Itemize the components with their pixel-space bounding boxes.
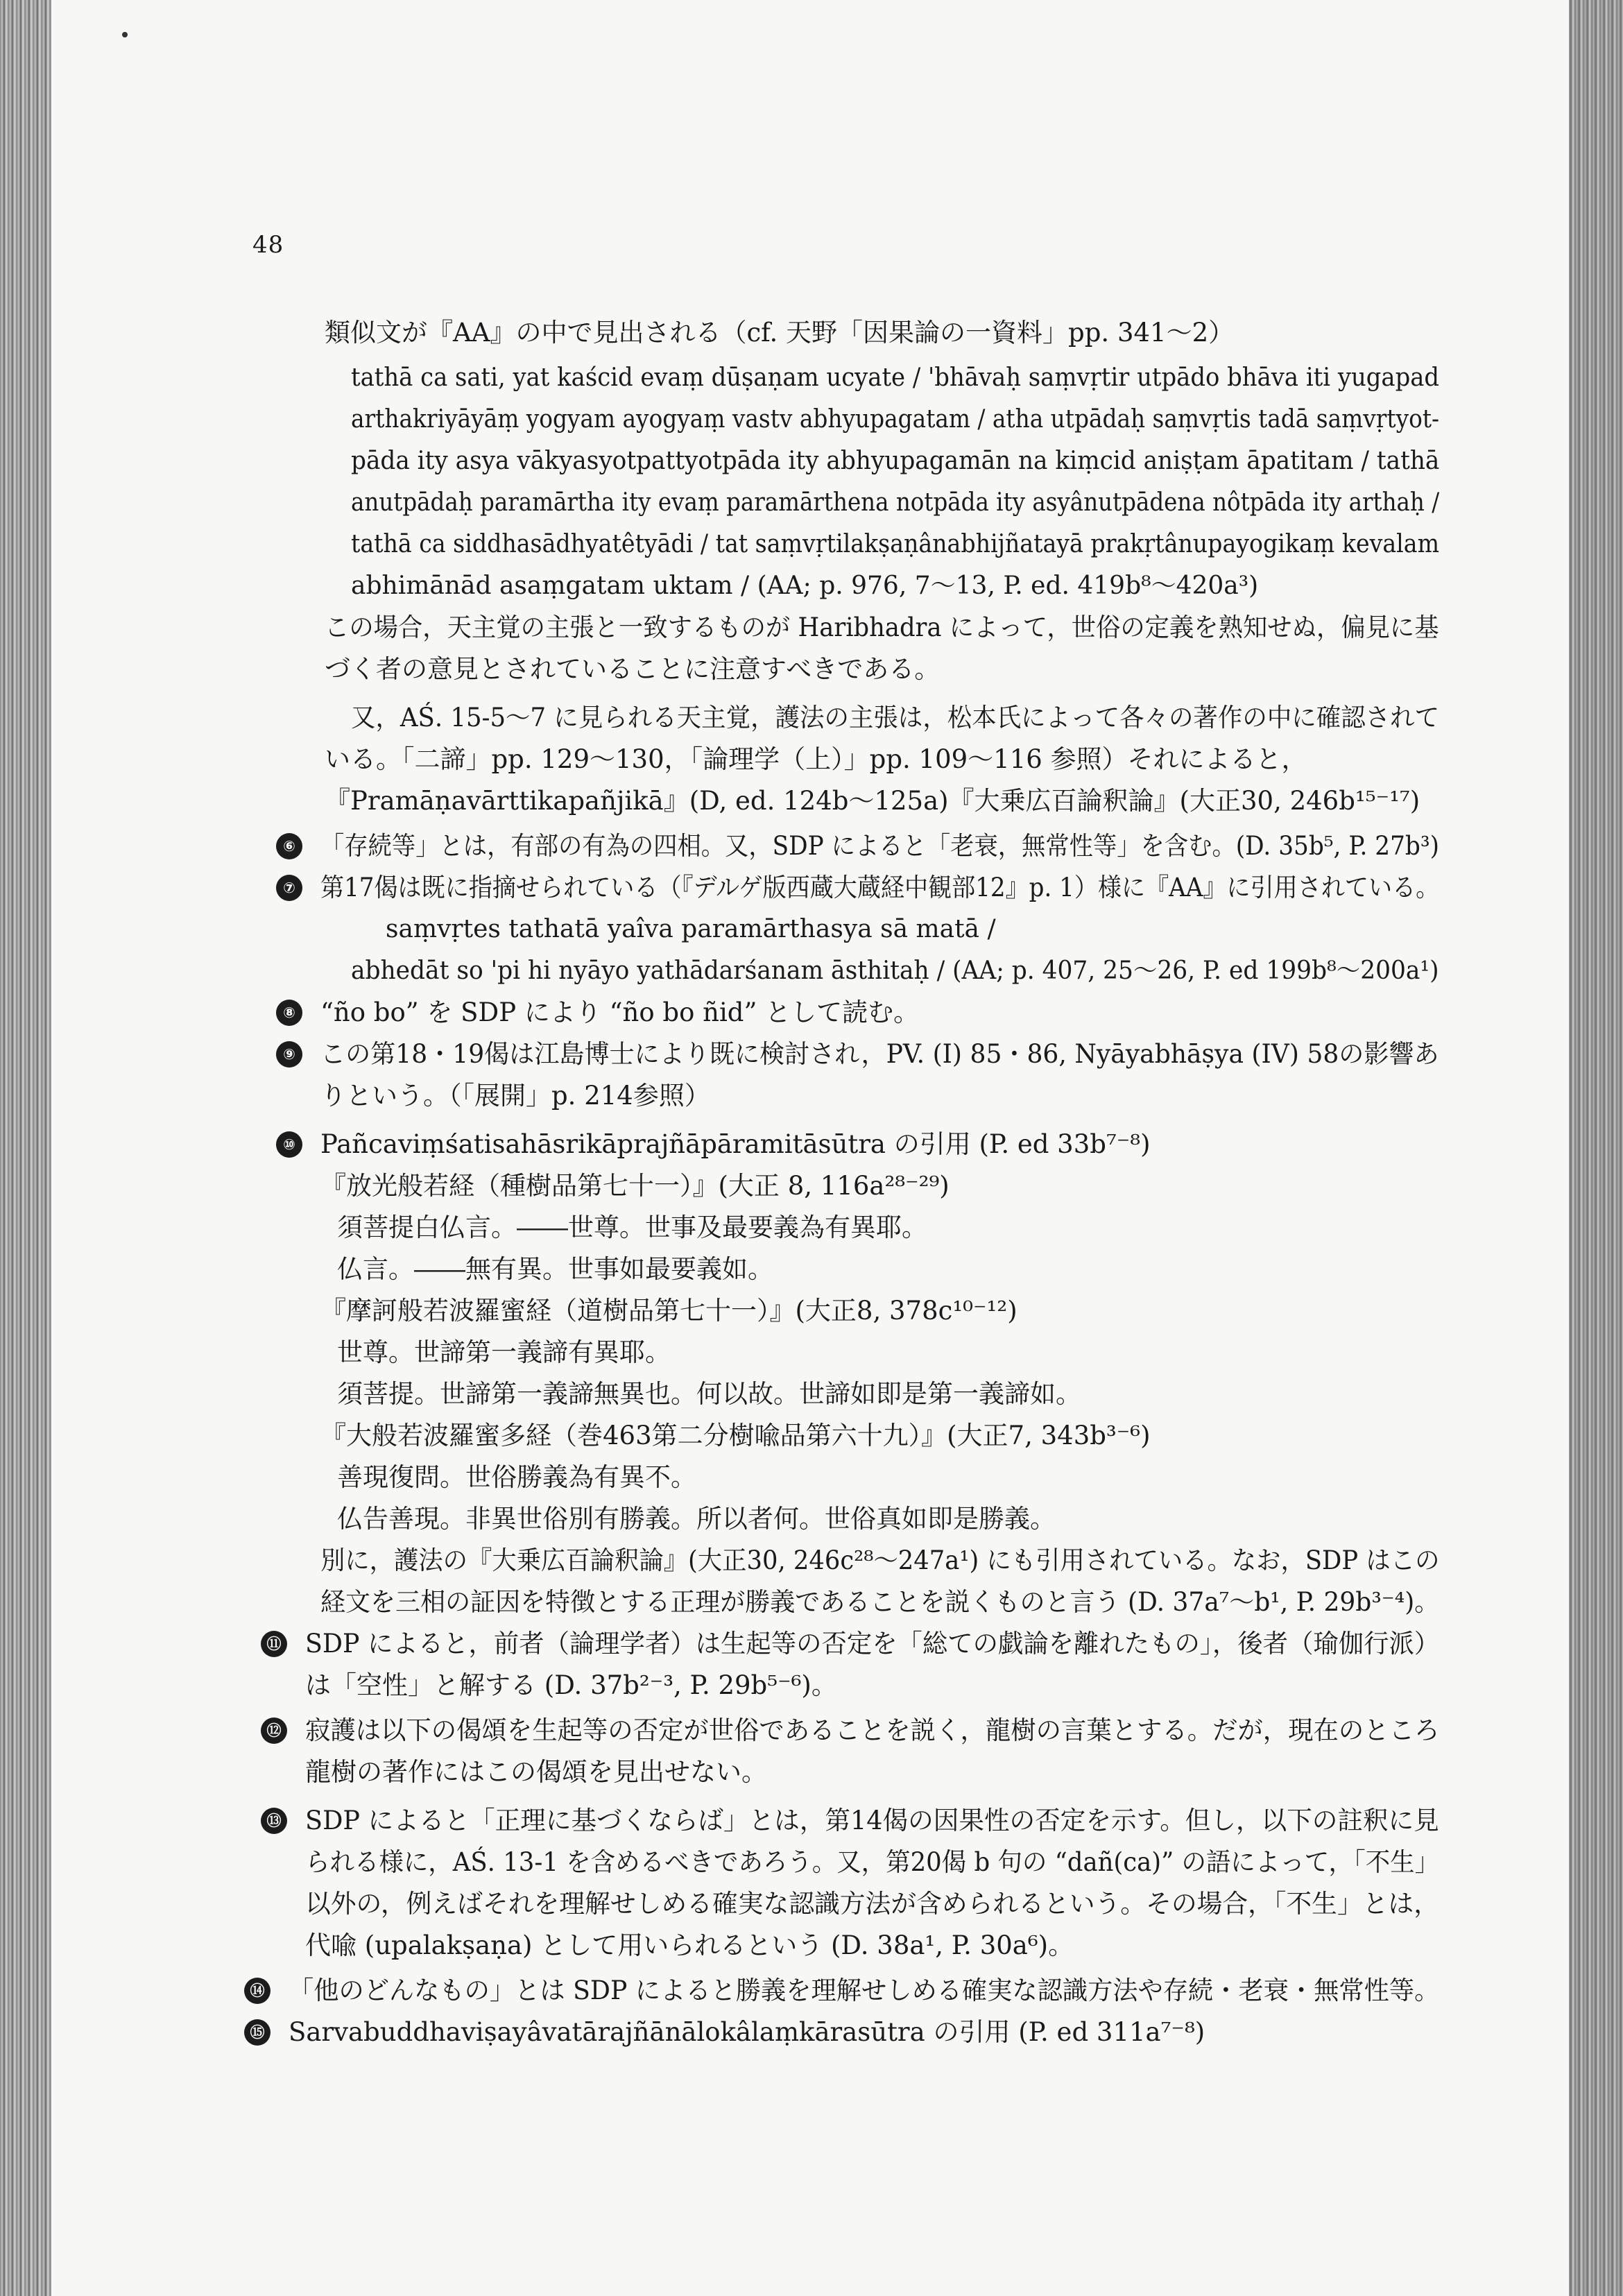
scan-edge-right <box>1569 0 1623 2296</box>
quoted-sanskrit-line: abhimānād asaṃgatam uktam / (AA; p. 976, 7〜13, P. ed. 419b⁸〜420a³) <box>351 572 1259 600</box>
text-line: この場合，天主覚の主張と一致するものが Haribhadra によって，世俗の定義を熟知せぬ，偏見に基 <box>325 612 1439 642</box>
quoted-sanskrit-line: arthakriyāyāṃ yogyam ayogyaṃ vastv abhyupagatam / atha utpādaḥ saṃvṛtis tadā saṃvṛtyot- <box>351 405 1440 434</box>
note-number-badge: ⑨ <box>276 1041 302 1068</box>
text-line: 「他のどんなもの」とは SDP によると勝義を理解せしめる確実な認識方法や存続・老衰・無常性等。 <box>289 1976 1440 2005</box>
quoted-sanskrit-line: pāda ity asya vākyasyotpattyotpāda ity abhyupagamān na kiṃcid aniṣṭam āpatitam / tathā <box>351 447 1440 475</box>
text-line: 龍樹の著作にはこの偈頌を見出せない。 <box>305 1757 767 1787</box>
quoted-sanskrit-line: anutpādaḥ paramārtha ity evaṃ paramārthena notpāda ity asyânutpādena nôtpāda ity arthaḥ / <box>351 488 1440 517</box>
note-number-badge: ⑦ <box>276 875 302 901</box>
note-number-badge: ⑥ <box>276 833 302 859</box>
text-line: 代喩 (upalakṣaṇa) として用いられるという (D. 38a¹, P. 30a⁶)。 <box>305 1930 1074 1960</box>
text-line: は「空性」と解する (D. 37b²⁻³, P. 29b⁵⁻⁶)。 <box>305 1670 837 1700</box>
text-line: 『摩訶般若波羅蜜経（道樹品第七十一）』(大正8, 378c¹⁰⁻¹²) <box>320 1296 1017 1326</box>
text-line: 『放光般若経（種樹品第七十一）』(大正 8, 116a²⁸⁻²⁹) <box>320 1171 950 1201</box>
text-line: 仏告善現。非異世俗別有勝義。所以者何。世俗真如即是勝義。 <box>337 1504 1056 1534</box>
text-line: SDP によると，前者（論理学者）は生起等の否定を「総ての戯論を離れたもの」，後者（瑜伽行派） <box>305 1629 1440 1659</box>
quoted-sanskrit-line: tathā ca siddhasādhyatêtyādi / tat saṃvṛtilakṣaṇânabhijñatayā prakṛtânupayogikaṃ kevalam <box>351 530 1440 558</box>
note-number-badge: ⑧ <box>276 1000 302 1026</box>
text-line: 須菩提白仏言。――世尊。世事及最要義為有異耶。 <box>337 1213 927 1242</box>
text-line: づく者の意見とされていることに注意すべきである。 <box>325 654 941 684</box>
text-line: 世尊。世諦第一義諦有異耶。 <box>337 1337 671 1367</box>
text-line: 別に，護法の『大乗広百論釈論』(大正30, 246c²⁸〜247a¹) にも引用されている。なお，SDP はこの <box>320 1545 1440 1575</box>
text-line: 「存続等」とは，有部の有為の四相。又，SDP によると「老衰，無常性等」を含む。(D. 35b⁵, P. 27b³) <box>320 831 1440 861</box>
text-line: いる。「二諦」pp. 129〜130，「論理学（上）」pp. 109〜116 参照）それによると， <box>325 744 1307 774</box>
scan-edge-left <box>0 0 51 2296</box>
text-line: 『大般若波羅蜜多経（巻463第二分樹喩品第六十九）』(大正7, 343b³⁻⁶) <box>320 1421 1151 1450</box>
text-line: 善現復問。世俗勝義為有異不。 <box>337 1462 696 1492</box>
text-line: 仏言。――無有異。世事如最要義如。 <box>337 1254 773 1284</box>
text-line: 須菩提。世諦第一義諦無異也。何以故。世諦如即是第一義諦如。 <box>337 1379 1081 1409</box>
text-line: 寂護は以下の偈頌を生起等の否定が世俗であることを説く，龍樹の言葉とする。だが，現在のところ <box>305 1715 1440 1745</box>
quoted-sanskrit-line: saṃvṛtes tathatā yaîva paramārthasya sā matā / <box>386 915 996 943</box>
text-line: 経文を三相の証因を特徴とする正理が勝義であることを説くものと言う (D. 37a⁷〜b¹, P. 29b³⁻⁴)。 <box>320 1587 1440 1617</box>
text-line: 以外の，例えばそれを理解せしめる確実な認識方法が含められるという。その場合，「不生」とは， <box>305 1889 1439 1919</box>
text-line: られる様に，AŚ. 13-1 を含めるべきであろう。又，第20偈 b 句の “dañ(ca)” の語によって，「不生」 <box>305 1847 1440 1877</box>
note-number-badge: ⑬ <box>261 1808 287 1834</box>
note-number-badge: ⑫ <box>261 1717 287 1744</box>
text-line: この第18・19偈は江島博士により既に検討され，PV. (I) 85・86, Nyāyabhāṣya (IV) 58の影響あ <box>320 1039 1439 1069</box>
note-number-badge: ⑩ <box>276 1131 302 1158</box>
text-line: 又，AŚ. 15-5〜7 に見られる天主覚，護法の主張は，松本氏によって各々の著作の中に確認されて <box>351 703 1440 733</box>
quoted-sanskrit-line: tathā ca sati, yat kaścid evaṃ dūṣaṇam ucyate / 'bhāvaḥ saṃvṛtir utpādo bhāva iti yugapad <box>351 363 1440 392</box>
note-number-badge: ⑭ <box>244 1978 270 2004</box>
text-line: 第17偈は既に指摘せられている（『デルゲ版西蔵大蔵経中観部12』p. 1）様に『AA』に引用されている。 <box>320 873 1440 902</box>
page-number: 48 <box>252 231 284 259</box>
scan-speck <box>122 32 128 37</box>
text-line: SDP によると「正理に基づくならば」とは，第14偈の因果性の否定を示す。但し，以下の註釈に見 <box>305 1806 1439 1835</box>
text-line: 類似文が『AA』の中で見出される（cf. 天野「因果論の一資料」pp. 341〜2） <box>325 318 1235 348</box>
text-line: “ño bo” を SDP により “ño bo ñid” として読む。 <box>320 997 920 1027</box>
text-line: 『Pramāṇavārttikapañjikā』(D, ed. 124b〜125a)『大乗広百論釈論』(大正30, 246b¹⁵⁻¹⁷) <box>325 786 1420 816</box>
text-line: りという。（「展開」p. 214参照） <box>320 1081 710 1111</box>
text-line: Sarvabuddhaviṣayâvatārajñānālokâlaṃkārasūtra の引用 (P. ed 311a⁷⁻⁸) <box>289 2017 1205 2047</box>
note-number-badge: ⑪ <box>261 1631 287 1657</box>
note-number-badge: ⑮ <box>244 2019 270 2046</box>
text-line: Pañcaviṃśatisahāsrikāprajñāpāramitāsūtra の引用 (P. ed 33b⁷⁻⁸) <box>320 1129 1151 1159</box>
quoted-sanskrit-line: abhedāt so 'pi hi nyāyo yathādarśanam āsthitaḥ / (AA; p. 407, 25〜26, P. ed 199b⁸〜200a¹) <box>351 957 1439 985</box>
